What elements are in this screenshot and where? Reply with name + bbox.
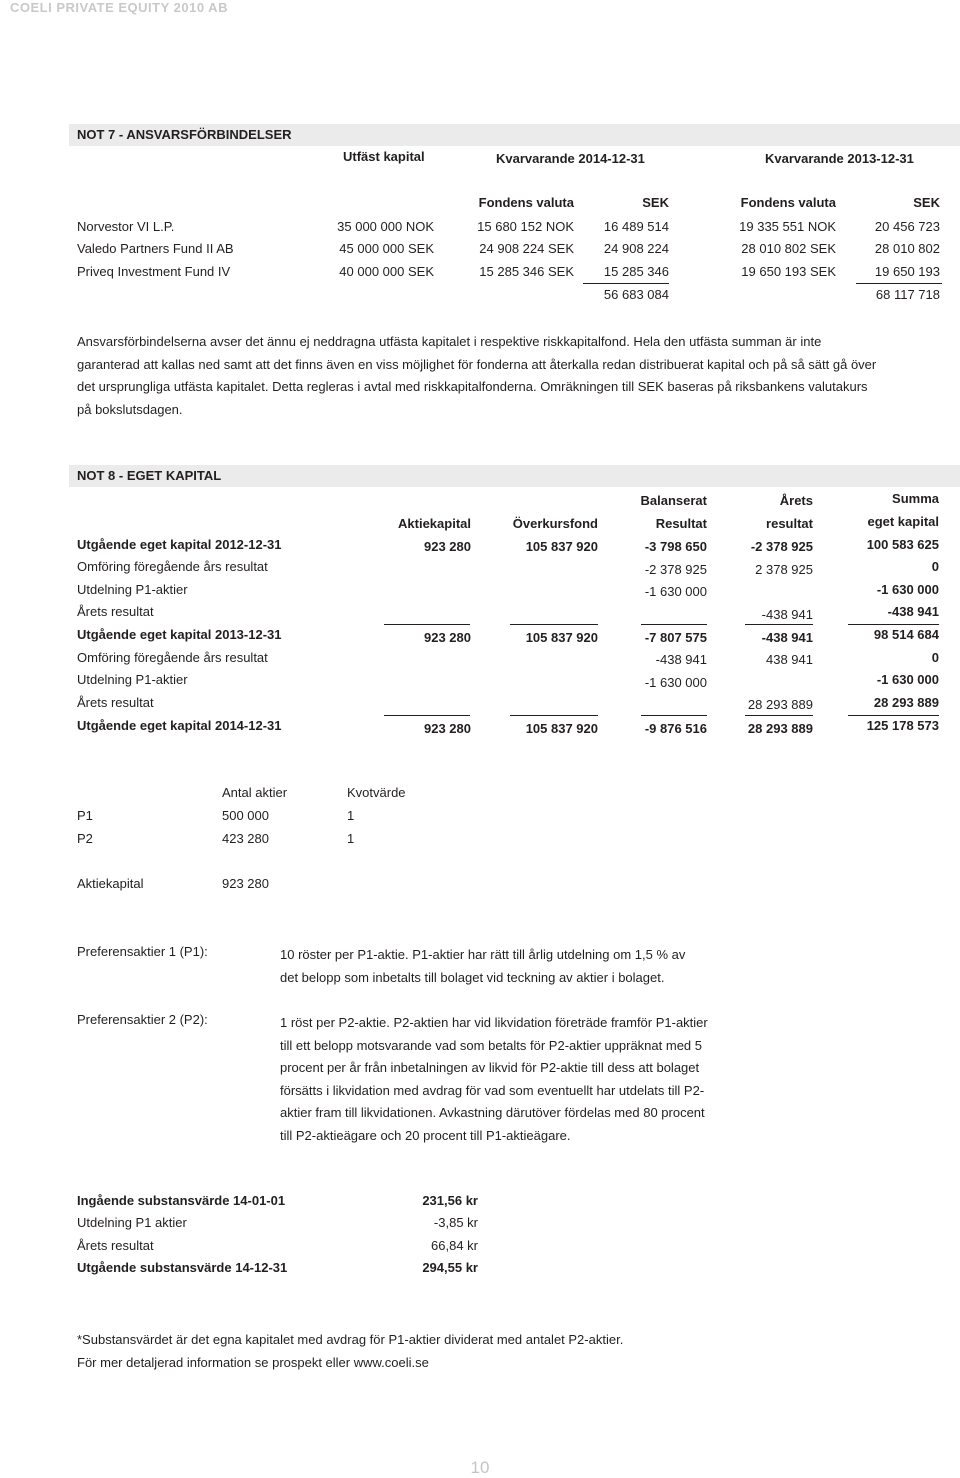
fund-remaining-fc-2013: 28 010 802 SEK <box>741 241 836 256</box>
fund-remaining-sek-2013: 19 650 193 <box>874 264 940 279</box>
cell-summa: 28 293 889 <box>873 695 939 710</box>
share-quota: 1 <box>347 808 355 823</box>
paragraph-line: Ansvarsförbindelserna avser det ännu ej neddragna utfästa kapitalet i respektive riskkapitalfond. Hela den utfästa summan är inte <box>77 334 822 349</box>
text-line: till P2-aktieägare och 20 procent till P1-aktieägare. <box>280 1127 571 1143</box>
text-line: försätts i likvidation med avdrag för vad som eventuellt har utdelats till P2- <box>280 1082 705 1098</box>
row-label: Årets resultat <box>77 695 154 710</box>
note7-col-remaining-2014: Kvarvarande 2014-12-31 <box>496 151 645 166</box>
footnote <box>77 1328 623 1374</box>
subtotal-rule <box>384 715 470 716</box>
col-balanserat-line1: Balanserat <box>640 493 707 508</box>
text-line: 10 röster per P1-aktie. P1-aktier har rätt till årlig utdelning om 1,5 % av <box>280 947 686 962</box>
text-line: procent per år från inbetalningen av likvid för P2-aktie till dess att bolaget <box>280 1060 700 1075</box>
paragraph-line: garanterad att kallas ned samt att det finns även en viss möjlighet för fonderna att återkalla redan distribuerat kapital och på så sätt gå över <box>77 356 877 372</box>
substance-label: Utdelning P1 aktier <box>77 1215 187 1230</box>
row-label: Utdelning P1-aktier <box>77 582 188 597</box>
note7-total-2014: 56 683 084 <box>603 287 669 302</box>
cell-balanserat: -3 798 650 <box>644 539 707 554</box>
subtotal-rule <box>745 715 813 716</box>
paragraph-line: det ursprungliga utfästa kapitalet. Detta regleras i avtal med riskkapitalfonderna. Omräkningen till SEK baseras på riksbankens valutakurs <box>77 379 868 394</box>
fund-name: Norvestor VI L.P. <box>77 219 175 234</box>
fund-remaining-sek-2014: 24 908 224 <box>603 241 669 256</box>
paragraph-line: på bokslutsdagen. <box>77 401 183 417</box>
substance-value: -3,85 kr <box>433 1215 478 1230</box>
fund-remaining-fc-2014: 15 285 346 SEK <box>479 264 574 279</box>
substance-value: 231,56 kr <box>422 1193 478 1208</box>
subtotal-rule <box>510 715 598 716</box>
share-class: P2 <box>77 831 93 846</box>
note7-title-bar <box>69 124 960 146</box>
cell-arets-resultat: 28 293 889 <box>747 721 813 736</box>
row-label: Årets resultat <box>77 604 154 619</box>
fund-committed: 45 000 000 SEK <box>339 241 434 256</box>
pref2-label: Preferensaktier 2 (P2): <box>77 1012 208 1027</box>
substance-value: 66,84 kr <box>431 1238 478 1253</box>
text-line: aktier fram till likvidationen. Avkastning därutöver fördelas med 80 procent <box>280 1105 705 1120</box>
note7-paragraph <box>77 331 947 421</box>
row-label: Utgående eget kapital 2013-12-31 <box>77 627 282 642</box>
note7-sub-fund-currency-2013: Fondens valuta <box>740 195 836 210</box>
fund-remaining-fc-2013: 19 650 193 SEK <box>741 264 836 279</box>
subtotal-rule <box>745 624 813 625</box>
fund-committed: 40 000 000 SEK <box>339 264 434 279</box>
row-label: Utgående eget kapital 2014-12-31 <box>77 718 282 733</box>
page-header <box>0 0 960 19</box>
col-aktiekapital: Aktiekapital <box>398 516 471 531</box>
substance-label: Utgående substansvärde 14-12-31 <box>77 1260 288 1275</box>
share-count: 500 000 <box>222 808 269 823</box>
cell-arets-resultat: -438 941 <box>761 607 813 622</box>
text-line: det belopp som inbetalts till bolaget vid teckning av aktier i bolaget. <box>280 969 665 985</box>
fund-remaining-sek-2013: 20 456 723 <box>874 219 940 234</box>
col-summa-line1: Summa <box>892 491 939 506</box>
cell-summa: -1 630 000 <box>876 672 939 687</box>
company-title: COELI PRIVATE EQUITY 2010 AB <box>10 0 228 15</box>
cell-balanserat: -438 941 <box>655 652 707 667</box>
row-label: Utgående eget kapital 2012-12-31 <box>77 537 282 552</box>
footnote-line: *Substansvärdet är det egna kapitalet med avdrag för P1-aktier dividerat med antalet P2-aktier. <box>77 1332 624 1347</box>
cell-arets-resultat: 2 378 925 <box>755 562 813 577</box>
note7-title: NOT 7 - ANSVARSFÖRBINDELSER <box>77 127 292 142</box>
share-count: 423 280 <box>222 831 269 846</box>
subtotal-rule <box>848 715 939 716</box>
fund-remaining-fc-2014: 15 680 152 NOK <box>477 219 574 234</box>
footnote-line: För mer detaljerad information se prospekt eller www.coeli.se <box>77 1355 429 1370</box>
cell-summa: 125 178 573 <box>866 718 939 733</box>
share-class: P1 <box>77 808 93 823</box>
cell-overkursfond: 105 837 920 <box>525 630 598 645</box>
row-label: Omföring föregående års resultat <box>77 559 268 574</box>
substance-value: 294,55 kr <box>422 1260 478 1275</box>
share-quota: 1 <box>347 831 355 846</box>
fund-remaining-sek-2014: 15 285 346 <box>603 264 669 279</box>
pref2-text <box>280 1012 708 1147</box>
note7-col-committed: Utfäst kapital <box>343 149 425 164</box>
note7-total-2013: 68 117 718 <box>875 287 940 302</box>
share-capital-label: Aktiekapital <box>77 876 144 891</box>
text-line: till ett belopp motsvarande vad som betalts för P2-aktier uppräknat med 5 <box>280 1037 702 1053</box>
cell-summa: 0 <box>931 650 939 665</box>
note7-sub-sek-2014: SEK <box>642 195 669 210</box>
cell-balanserat: -7 807 575 <box>644 630 707 645</box>
col-overkursfond: Överkursfond <box>512 516 598 531</box>
col-arets-line2: resultat <box>766 516 813 531</box>
cell-overkursfond: 105 837 920 <box>525 721 598 736</box>
note8-title: NOT 8 - EGET KAPITAL <box>77 468 222 483</box>
cell-aktiekapital: 923 280 <box>424 721 471 736</box>
fund-remaining-fc-2013: 19 335 551 NOK <box>739 219 836 234</box>
fund-name: Priveq Investment Fund IV <box>77 264 231 279</box>
row-label: Utdelning P1-aktier <box>77 672 188 687</box>
fund-remaining-sek-2014: 16 489 514 <box>603 219 669 234</box>
pref1-text <box>280 944 685 989</box>
cell-balanserat: -1 630 000 <box>644 584 707 599</box>
fund-name: Valedo Partners Fund II AB <box>77 241 234 256</box>
page-number: 10 <box>470 1458 490 1477</box>
cell-summa: 98 514 684 <box>873 627 939 642</box>
cell-aktiekapital: 923 280 <box>424 630 471 645</box>
pref1-label: Preferensaktier 1 (P1): <box>77 944 208 959</box>
shares-col-count: Antal aktier <box>222 785 288 800</box>
subtotal-rule <box>384 624 470 625</box>
cell-summa: 100 583 625 <box>866 537 939 552</box>
subtotal-rule <box>641 624 707 625</box>
shares-col-quota: Kvotvärde <box>347 785 406 800</box>
cell-summa: -1 630 000 <box>876 582 939 597</box>
subtotal-rule <box>641 715 707 716</box>
fund-remaining-fc-2014: 24 908 224 SEK <box>479 241 574 256</box>
note7-sub-fund-currency-2014: Fondens valuta <box>478 195 574 210</box>
cell-arets-resultat: -2 378 925 <box>750 539 813 554</box>
cell-summa: 0 <box>931 559 939 574</box>
subtotal-rule <box>510 624 598 625</box>
fund-remaining-sek-2013: 28 010 802 <box>874 241 940 256</box>
cell-arets-resultat: 28 293 889 <box>747 697 813 712</box>
cell-balanserat: -1 630 000 <box>644 675 707 690</box>
total-rule-2013 <box>856 283 942 284</box>
col-arets-line1: Årets <box>779 493 813 508</box>
note7-col-remaining-2013: Kvarvarande 2013-12-31 <box>765 151 914 166</box>
cell-balanserat: -9 876 516 <box>644 721 707 736</box>
col-balanserat-line2: Resultat <box>655 516 707 531</box>
cell-arets-resultat: 438 941 <box>766 652 813 667</box>
substance-label: Ingående substansvärde 14-01-01 <box>77 1193 286 1208</box>
text-line: 1 röst per P2-aktie. P2-aktien har vid likvidation företräde framför P1-aktier <box>280 1015 708 1030</box>
subtotal-rule <box>848 624 939 625</box>
cell-summa: -438 941 <box>887 604 939 619</box>
note7-sub-sek-2013: SEK <box>913 195 940 210</box>
total-rule-2014 <box>583 283 669 284</box>
cell-arets-resultat: -438 941 <box>761 630 813 645</box>
substance-label: Årets resultat <box>77 1238 154 1253</box>
share-capital-value: 923 280 <box>222 876 269 891</box>
col-summa-line2: eget kapital <box>867 514 939 529</box>
cell-balanserat: -2 378 925 <box>644 562 707 577</box>
fund-committed: 35 000 000 NOK <box>337 219 434 234</box>
cell-aktiekapital: 923 280 <box>424 539 471 554</box>
note8-title-bar <box>69 465 960 487</box>
row-label: Omföring föregående års resultat <box>77 650 268 665</box>
cell-overkursfond: 105 837 920 <box>525 539 598 554</box>
